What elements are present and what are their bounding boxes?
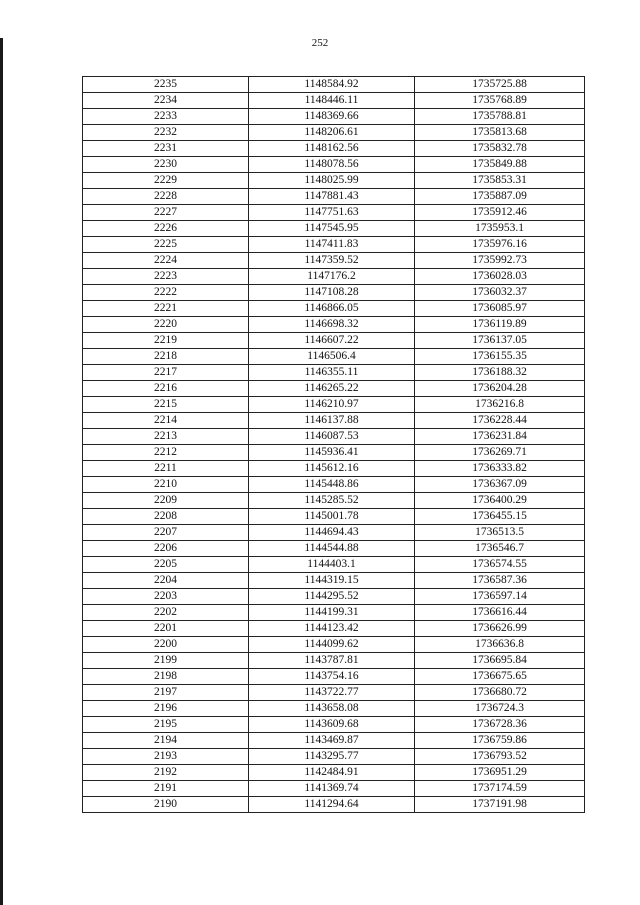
- table-row: [83, 125, 585, 141]
- point-id-cell: 2207: [83, 525, 249, 541]
- table-row: [83, 509, 585, 525]
- point-id-cell: 2221: [83, 301, 249, 317]
- point-id-cell: 2205: [83, 557, 249, 573]
- x-coordinate-cell: 1148162.56: [249, 141, 415, 157]
- point-id-cell: 2218: [83, 349, 249, 365]
- point-id-cell: 2191: [83, 781, 249, 797]
- table-row: [83, 781, 585, 797]
- table-row: [83, 301, 585, 317]
- table-row: [83, 205, 585, 221]
- point-id-cell: 2194: [83, 733, 249, 749]
- x-coordinate-cell: 1144544.88: [249, 541, 415, 557]
- point-id-cell: 2224: [83, 253, 249, 269]
- x-coordinate-cell: 1145612.16: [249, 461, 415, 477]
- y-coordinate-cell: 1736728.36: [415, 717, 585, 733]
- x-coordinate-cell: 1146506.4: [249, 349, 415, 365]
- table-row: [83, 797, 585, 813]
- x-coordinate-cell: 1141294.64: [249, 797, 415, 813]
- x-coordinate-cell: 1143295.77: [249, 749, 415, 765]
- coordinates-table: [82, 76, 585, 813]
- table-row: [83, 637, 585, 653]
- x-coordinate-cell: 1143722.77: [249, 685, 415, 701]
- point-id-cell: 2231: [83, 141, 249, 157]
- table-row: [83, 141, 585, 157]
- x-coordinate-cell: 1144694.43: [249, 525, 415, 541]
- point-id-cell: 2213: [83, 429, 249, 445]
- table-row: [83, 445, 585, 461]
- x-coordinate-cell: 1145936.41: [249, 445, 415, 461]
- x-coordinate-cell: 1143754.16: [249, 669, 415, 685]
- table-row: [83, 749, 585, 765]
- table-row: [83, 461, 585, 477]
- point-id-cell: 2230: [83, 157, 249, 173]
- y-coordinate-cell: 1735725.88: [415, 77, 585, 93]
- table-row: [83, 477, 585, 493]
- x-coordinate-cell: 1147359.52: [249, 253, 415, 269]
- point-id-cell: 2235: [83, 77, 249, 93]
- table-row: [83, 237, 585, 253]
- table-row: [83, 765, 585, 781]
- table-row: [83, 653, 585, 669]
- table-row: [83, 669, 585, 685]
- point-id-cell: 2225: [83, 237, 249, 253]
- y-coordinate-cell: 1735849.88: [415, 157, 585, 173]
- x-coordinate-cell: 1148584.92: [249, 77, 415, 93]
- x-coordinate-cell: 1144319.15: [249, 573, 415, 589]
- y-coordinate-cell: 1736333.82: [415, 461, 585, 477]
- point-id-cell: 2219: [83, 333, 249, 349]
- y-coordinate-cell: 1735788.81: [415, 109, 585, 125]
- table-row: [83, 733, 585, 749]
- y-coordinate-cell: 1736204.28: [415, 381, 585, 397]
- point-id-cell: 2222: [83, 285, 249, 301]
- table-row: [83, 685, 585, 701]
- x-coordinate-cell: 1146355.11: [249, 365, 415, 381]
- point-id-cell: 2197: [83, 685, 249, 701]
- point-id-cell: 2214: [83, 413, 249, 429]
- point-id-cell: 2200: [83, 637, 249, 653]
- table-row: [83, 413, 585, 429]
- y-coordinate-cell: 1736793.52: [415, 749, 585, 765]
- point-id-cell: 2196: [83, 701, 249, 717]
- y-coordinate-cell: 1736695.84: [415, 653, 585, 669]
- y-coordinate-cell: 1735813.68: [415, 125, 585, 141]
- x-coordinate-cell: 1148025.99: [249, 173, 415, 189]
- x-coordinate-cell: 1145285.52: [249, 493, 415, 509]
- y-coordinate-cell: 1736231.84: [415, 429, 585, 445]
- table-row: [83, 525, 585, 541]
- point-id-cell: 2195: [83, 717, 249, 733]
- y-coordinate-cell: 1735953.1: [415, 221, 585, 237]
- y-coordinate-cell: 1735768.89: [415, 93, 585, 109]
- table-row: [83, 573, 585, 589]
- table-row: [83, 189, 585, 205]
- x-coordinate-cell: 1144295.52: [249, 589, 415, 605]
- y-coordinate-cell: 1736455.15: [415, 509, 585, 525]
- y-coordinate-cell: 1736367.09: [415, 477, 585, 493]
- y-coordinate-cell: 1736574.55: [415, 557, 585, 573]
- y-coordinate-cell: 1735887.09: [415, 189, 585, 205]
- coordinates-table-body: [83, 77, 585, 813]
- table-row: [83, 269, 585, 285]
- table-row: [83, 605, 585, 621]
- point-id-cell: 2228: [83, 189, 249, 205]
- x-coordinate-cell: 1142484.91: [249, 765, 415, 781]
- x-coordinate-cell: 1143609.68: [249, 717, 415, 733]
- x-coordinate-cell: 1147176.2: [249, 269, 415, 285]
- table-row: [83, 717, 585, 733]
- y-coordinate-cell: 1736216.8: [415, 397, 585, 413]
- point-id-cell: 2206: [83, 541, 249, 557]
- x-coordinate-cell: 1143469.87: [249, 733, 415, 749]
- y-coordinate-cell: 1736675.65: [415, 669, 585, 685]
- point-id-cell: 2198: [83, 669, 249, 685]
- x-coordinate-cell: 1148078.56: [249, 157, 415, 173]
- x-coordinate-cell: 1144403.1: [249, 557, 415, 573]
- x-coordinate-cell: 1147411.83: [249, 237, 415, 253]
- point-id-cell: 2226: [83, 221, 249, 237]
- table-row: [83, 557, 585, 573]
- x-coordinate-cell: 1145448.86: [249, 477, 415, 493]
- x-coordinate-cell: 1148369.66: [249, 109, 415, 125]
- x-coordinate-cell: 1143658.08: [249, 701, 415, 717]
- point-id-cell: 2208: [83, 509, 249, 525]
- point-id-cell: 2227: [83, 205, 249, 221]
- x-coordinate-cell: 1146698.32: [249, 317, 415, 333]
- table-row: [83, 173, 585, 189]
- point-id-cell: 2220: [83, 317, 249, 333]
- y-coordinate-cell: 1736626.99: [415, 621, 585, 637]
- y-coordinate-cell: 1736228.44: [415, 413, 585, 429]
- y-coordinate-cell: 1736137.05: [415, 333, 585, 349]
- y-coordinate-cell: 1737174.59: [415, 781, 585, 797]
- table-row: [83, 77, 585, 93]
- point-id-cell: 2193: [83, 749, 249, 765]
- table-row: [83, 93, 585, 109]
- x-coordinate-cell: 1146087.53: [249, 429, 415, 445]
- x-coordinate-cell: 1144199.31: [249, 605, 415, 621]
- y-coordinate-cell: 1736028.03: [415, 269, 585, 285]
- point-id-cell: 2210: [83, 477, 249, 493]
- point-id-cell: 2199: [83, 653, 249, 669]
- table-row: [83, 317, 585, 333]
- point-id-cell: 2223: [83, 269, 249, 285]
- y-coordinate-cell: 1736269.71: [415, 445, 585, 461]
- point-id-cell: 2203: [83, 589, 249, 605]
- x-coordinate-cell: 1147751.63: [249, 205, 415, 221]
- table-row: [83, 493, 585, 509]
- scan-left-edge-rule: [0, 38, 3, 905]
- table-row: [83, 157, 585, 173]
- x-coordinate-cell: 1146265.22: [249, 381, 415, 397]
- y-coordinate-cell: 1735992.73: [415, 253, 585, 269]
- point-id-cell: 2209: [83, 493, 249, 509]
- table-row: [83, 429, 585, 445]
- page-number: 252: [311, 37, 329, 49]
- point-id-cell: 2192: [83, 765, 249, 781]
- table-row: [83, 621, 585, 637]
- y-coordinate-cell: 1736724.3: [415, 701, 585, 717]
- y-coordinate-cell: 1737191.98: [415, 797, 585, 813]
- x-coordinate-cell: 1144099.62: [249, 637, 415, 653]
- y-coordinate-cell: 1735832.78: [415, 141, 585, 157]
- y-coordinate-cell: 1735912.46: [415, 205, 585, 221]
- table-row: [83, 221, 585, 237]
- x-coordinate-cell: 1143787.81: [249, 653, 415, 669]
- x-coordinate-cell: 1147545.95: [249, 221, 415, 237]
- point-id-cell: 2201: [83, 621, 249, 637]
- point-id-cell: 2204: [83, 573, 249, 589]
- table-row: [83, 349, 585, 365]
- point-id-cell: 2233: [83, 109, 249, 125]
- x-coordinate-cell: 1148206.61: [249, 125, 415, 141]
- x-coordinate-cell: 1144123.42: [249, 621, 415, 637]
- point-id-cell: 2215: [83, 397, 249, 413]
- table-row: [83, 285, 585, 301]
- x-coordinate-cell: 1146607.22: [249, 333, 415, 349]
- y-coordinate-cell: 1736188.32: [415, 365, 585, 381]
- point-id-cell: 2234: [83, 93, 249, 109]
- table-row: [83, 253, 585, 269]
- y-coordinate-cell: 1736119.89: [415, 317, 585, 333]
- y-coordinate-cell: 1736951.29: [415, 765, 585, 781]
- point-id-cell: 2216: [83, 381, 249, 397]
- table-row: [83, 109, 585, 125]
- y-coordinate-cell: 1736759.86: [415, 733, 585, 749]
- table-row: [83, 397, 585, 413]
- table-row: [83, 333, 585, 349]
- y-coordinate-cell: 1736085.97: [415, 301, 585, 317]
- y-coordinate-cell: 1736155.35: [415, 349, 585, 365]
- y-coordinate-cell: 1736636.8: [415, 637, 585, 653]
- x-coordinate-cell: 1141369.74: [249, 781, 415, 797]
- point-id-cell: 2202: [83, 605, 249, 621]
- y-coordinate-cell: 1736680.72: [415, 685, 585, 701]
- point-id-cell: 2229: [83, 173, 249, 189]
- y-coordinate-cell: 1736400.29: [415, 493, 585, 509]
- x-coordinate-cell: 1145001.78: [249, 509, 415, 525]
- y-coordinate-cell: 1735853.31: [415, 173, 585, 189]
- table-row: [83, 541, 585, 557]
- point-id-cell: 2190: [83, 797, 249, 813]
- point-id-cell: 2212: [83, 445, 249, 461]
- y-coordinate-cell: 1736616.44: [415, 605, 585, 621]
- table-row: [83, 365, 585, 381]
- x-coordinate-cell: 1147108.28: [249, 285, 415, 301]
- point-id-cell: 2232: [83, 125, 249, 141]
- y-coordinate-cell: 1736513.5: [415, 525, 585, 541]
- point-id-cell: 2217: [83, 365, 249, 381]
- y-coordinate-cell: 1736597.14: [415, 589, 585, 605]
- x-coordinate-cell: 1148446.11: [249, 93, 415, 109]
- y-coordinate-cell: 1736546.7: [415, 541, 585, 557]
- y-coordinate-cell: 1736032.37: [415, 285, 585, 301]
- point-id-cell: 2211: [83, 461, 249, 477]
- x-coordinate-cell: 1147881.43: [249, 189, 415, 205]
- table-row: [83, 381, 585, 397]
- table-row: [83, 701, 585, 717]
- y-coordinate-cell: 1736587.36: [415, 573, 585, 589]
- table-row: [83, 589, 585, 605]
- x-coordinate-cell: 1146210.97: [249, 397, 415, 413]
- x-coordinate-cell: 1146137.88: [249, 413, 415, 429]
- y-coordinate-cell: 1735976.16: [415, 237, 585, 253]
- x-coordinate-cell: 1146866.05: [249, 301, 415, 317]
